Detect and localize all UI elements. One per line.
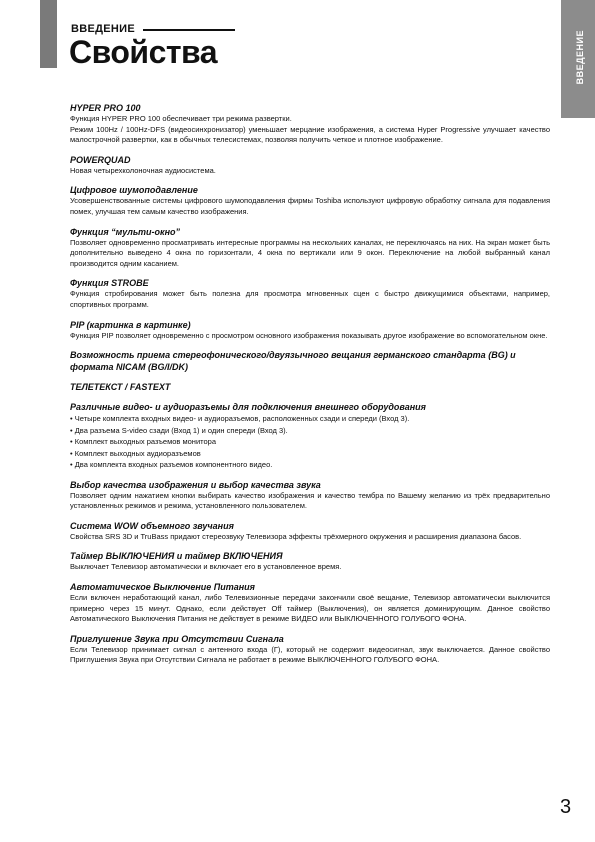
- feature-text: Если включен неработающий канал, либо Телевизионные передачи закончили своё вещание, Телевизор автоматически выключится примерно через 15 минут. Однако, если действует Off таймер (Выключения), он является доминирующим. Данное свойство Автоматического Выключения Питания не действует в режиме ВИДЕО или ВЫКЛЮЧЕННОГО ГОЛУБОГО ФОНА.: [70, 593, 550, 624]
- left-accent-bar: [40, 0, 57, 68]
- feature-title: Возможность приема стереофонического/двуязычного вещания германского стандарта (BG) и формата NICAM (BG/I/DK): [70, 350, 516, 373]
- feature-title: Различные видео- и аудиоразъемы для подключения внешнего оборудования: [70, 402, 426, 413]
- feature-text: Функция стробирования может быть полезна для просмотра мгновенных сцен с быстро движущимися объектами, например, спортивных программ.: [70, 289, 550, 309]
- feature-text: Позволяет одновременно просматривать интересные программы на нескольких каналах, не переключаясь на них. На экран может быть дополнительно выведено 4 окна по горизонтали, 4 окна по вертикали или 9 окон. Переключение на любой выбранный канал производится одним касанием.: [70, 237, 550, 268]
- feature-text: Выключает Телевизор автоматически и включает его в установленное время.: [70, 562, 342, 572]
- feature-title: Система WOW объемного звучания: [70, 520, 234, 531]
- feature-block: [70, 319, 550, 342]
- feature-title: Цифровое шумоподавление: [70, 185, 198, 196]
- bullet-item: • Два комплекта входных разъемов компонентного видео.: [70, 459, 550, 471]
- feature-title: Функция STROBE: [70, 278, 149, 289]
- feature-title: HYPER PRO 100: [70, 103, 141, 113]
- feature-list: [70, 102, 550, 674]
- page-number: 3: [560, 796, 572, 818]
- feature-text: Функция HYPER PRO 100 обеспечивает три режима развертки.: [70, 114, 292, 123]
- bullet-list: [70, 413, 550, 471]
- feature-text: Режим 100Hz / 100Hz-DFS (видеосинхронизатор) уменьшает мерцание изображения, а система Hyper Progressive улучшает качество малострочной развертки, как в обычных телесистемах, позволяя получить четкое и плотное изображение.: [70, 124, 550, 145]
- side-tab-label: ВВЕДЕНИЕ: [575, 30, 585, 85]
- feature-block: [70, 401, 550, 471]
- feature-title: ТЕЛЕТЕКСТ / FASTEXT: [70, 382, 171, 393]
- feature-block: [70, 349, 550, 373]
- feature-text: Усовершенствованные системы цифрового шумоподавления фирмы Toshiba используют цифровую обработку сигнала для подавления помех, улучшая тем самым качество изображения.: [70, 196, 550, 216]
- feature-title: PIP (картинка в картинке): [70, 319, 191, 330]
- feature-title: Автоматическое Выключение Питания: [70, 582, 255, 592]
- feature-title: Функция “мульти-окно”: [70, 226, 181, 237]
- feature-block: [70, 479, 550, 512]
- feature-block: [70, 550, 550, 573]
- feature-block: [70, 102, 550, 146]
- feature-block: [70, 277, 550, 310]
- feature-title: Выбор качества изображения и выбор качества звука: [70, 479, 321, 490]
- feature-block: [70, 520, 550, 543]
- section-side-tab: [561, 0, 595, 118]
- feature-text: Функция PIP позволяет одновременно с просмотром основного изображения показывать другое изображение во вспомогательном окне.: [70, 330, 548, 340]
- feature-text: Позволяет одним нажатием кнопки выбирать качество изображения и качество тембра по Вашему желанию из трёх предварительно установленных режимов и режима, установленного пользователем.: [70, 490, 550, 511]
- feature-block: [70, 184, 550, 217]
- section-rule: [143, 29, 235, 31]
- feature-block: [70, 381, 550, 393]
- feature-block: [70, 581, 550, 625]
- bullet-item: • Комплект выходных разъемов монитора: [70, 436, 550, 448]
- bullet-item: • Два разъема S-video сзади (Вход 1) и один спереди (Вход 3).: [70, 425, 550, 437]
- bullet-item: • Четыре комплекта входных видео- и аудиоразъемов, расположенных сзади и спереди (Вход 3).: [70, 413, 550, 425]
- page-title: Свойства: [69, 34, 218, 70]
- feature-block: [70, 154, 550, 177]
- feature-block: [70, 633, 550, 666]
- section-label: ВВЕДЕНИЕ: [71, 23, 135, 35]
- bullet-item: • Комплект выходных аудиоразъемов: [70, 448, 550, 460]
- feature-block: [70, 226, 550, 270]
- feature-title: Приглушение Звука при Отсутствии Сигнала: [70, 633, 284, 644]
- feature-text: Если Телевизор принимает сигнал с антенного входа (Г), который не содержит видеосигнал, звук выключается. Данное свойство Приглушения Звука при Отсутствии Сигнала не работает в режиме ВЫКЛЮЧЕННОГО ГОЛУБОГО ФОНА.: [70, 644, 550, 665]
- feature-text: Свойства SRS 3D и TruBass придают стереозвуку Телевизора эффекты трёхмерного окружения и расширения диапазона басов.: [70, 531, 522, 541]
- feature-title: POWERQUAD: [70, 154, 131, 165]
- feature-text: Новая четырехколоночная аудиосистема.: [70, 165, 216, 175]
- feature-title: Таймер ВЫКЛЮЧЕНИЯ и таймер ВКЛЮЧЕНИЯ: [70, 551, 283, 562]
